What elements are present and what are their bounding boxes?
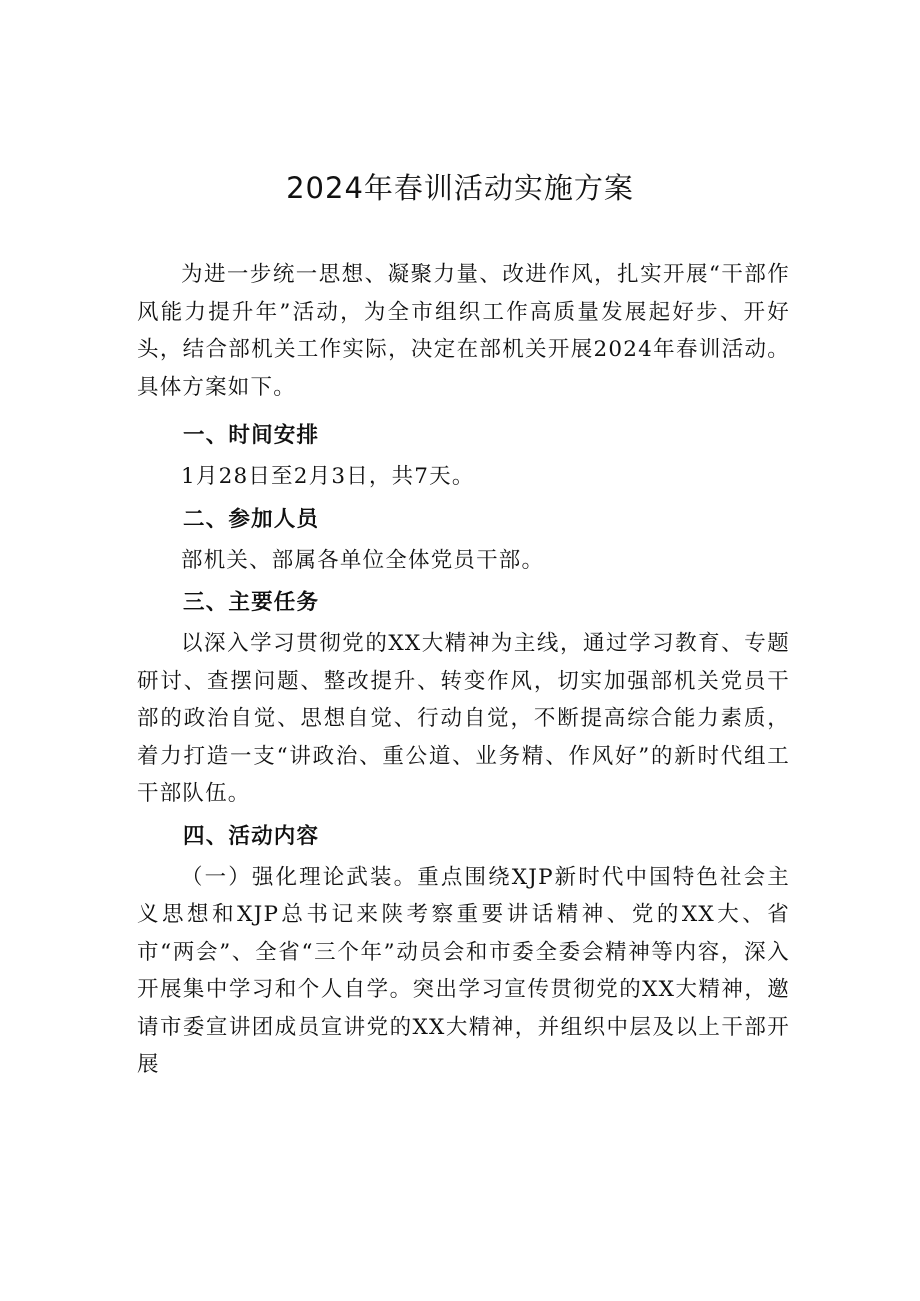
document-title: 2024年春训活动实施方案 [286, 171, 634, 205]
section-content [137, 813, 790, 1084]
section-participants [137, 496, 790, 580]
document-body [137, 256, 790, 1084]
section-tasks [137, 579, 790, 813]
section-heading: 二、参加人员 [183, 506, 320, 532]
section-paragraph: 1月28日至2月3日，共7天。 [181, 464, 475, 489]
section-heading: 四、活动内容 [183, 823, 320, 849]
section-time [137, 412, 790, 496]
section-heading: 三、主要任务 [183, 590, 320, 615]
section-paragraph: 部机关、部属各单位全体党员干部。 [181, 547, 545, 573]
section-heading: 一、时间安排 [183, 423, 320, 448]
section-paragraph: （一）强化理论武装。重点围绕XJP新时代中国特色社会主义思想和XJP总书记来陕考察重要讲话精神、党的XX大、省市“两会”、全省“三个年”动员会和市委全委会精神等内容，深入开展集中学习和个人自学。突出学习宣传贯彻党的XX大精神，邀请市委宣讲团成员宣讲党的XX大精神，并组织中层及以上干部开展 [137, 864, 790, 1077]
intro-paragraph: 为进一步统一思想、凝聚力量、改进作风，扎实开展“干部作风能力提升年”活动，为全市组织工作高质量发展起好步、开好头，结合部机关工作实际，决定在部机关开展2024年春训活动。具体方案如下。 [137, 262, 790, 400]
section-paragraph: 以深入学习贯彻党的XX大精神为主线，通过学习教育、专题研讨、查摆问题、整改提升、转变作风，切实加强部机关党员干部的政治自觉、思想自觉、行动自觉，不断提高综合能力素质，着力打造一支“讲政治、重公道、业务精、作风好”的新时代组工干部队伍。 [137, 631, 790, 806]
